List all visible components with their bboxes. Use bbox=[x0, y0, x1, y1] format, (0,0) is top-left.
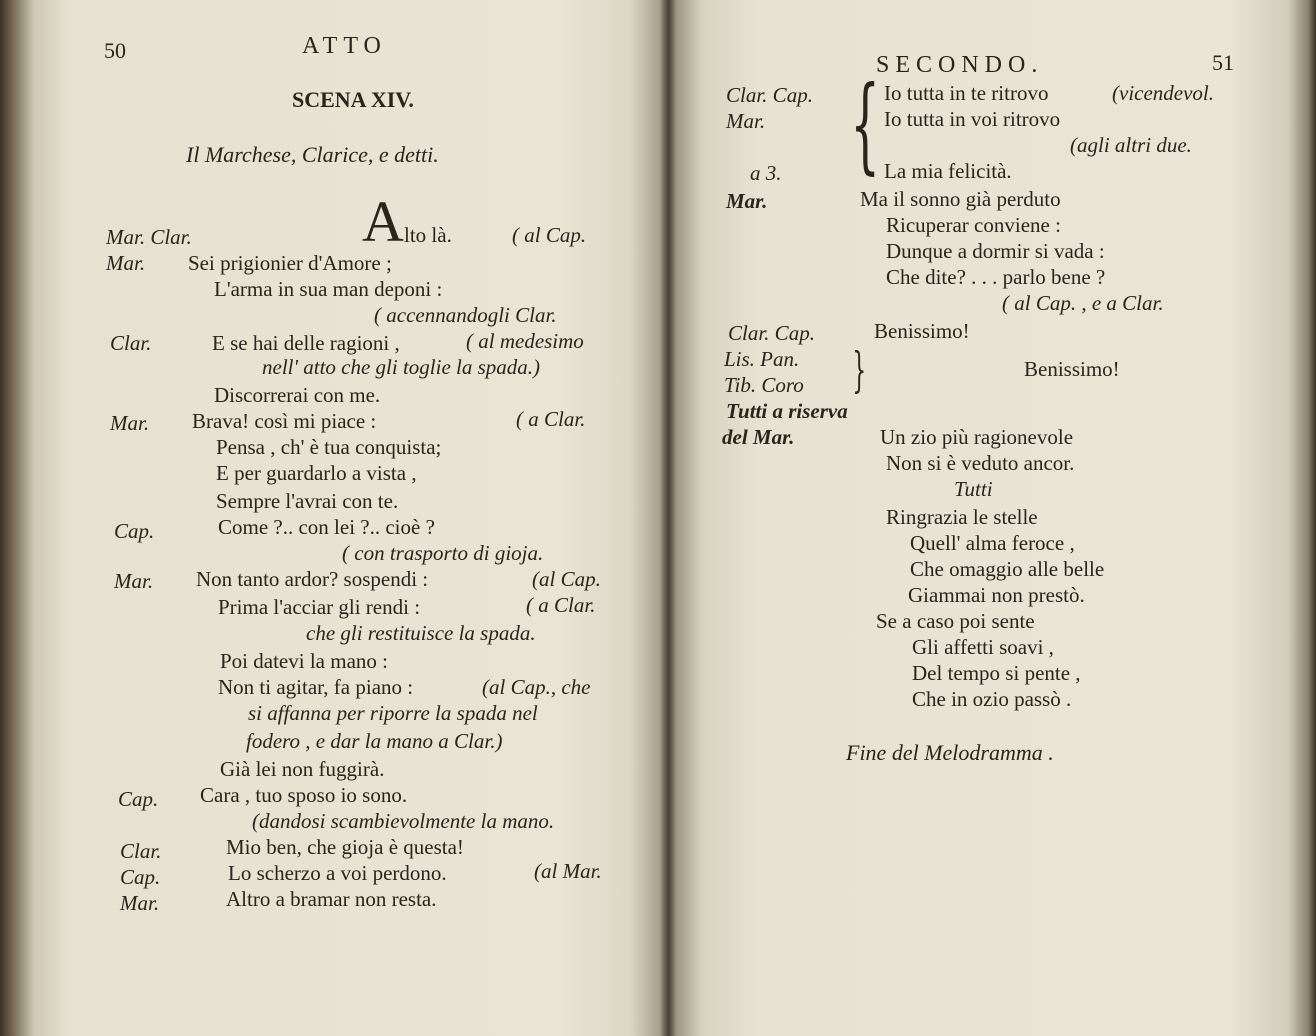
speaker-label: del Mar. bbox=[722, 425, 795, 449]
speaker-label: Mar. bbox=[726, 189, 768, 213]
stage-direction: (agli altri due. bbox=[1070, 133, 1192, 157]
stage-direction: ( al Cap. bbox=[512, 223, 587, 247]
verse-line: Che omaggio alle belle bbox=[910, 557, 1105, 581]
speaker-label: Cap. bbox=[118, 787, 159, 811]
verse-line: La mia felicità. bbox=[884, 159, 1012, 183]
verse-line: Benissimo! bbox=[874, 319, 970, 343]
speaker-label: Clar. bbox=[120, 839, 162, 863]
speaker-label: Mar. bbox=[110, 411, 150, 435]
page-number-left: 50 bbox=[104, 38, 126, 63]
verse-line: Non tanto ardor? sospendi : bbox=[196, 567, 429, 591]
stage-direction: ( al medesimo bbox=[466, 329, 584, 353]
verse-line: Poi datevi la mano : bbox=[220, 649, 388, 673]
verse-line: E se hai delle ragioni , bbox=[212, 331, 400, 355]
verse-line: Già lei non fuggirà. bbox=[220, 757, 385, 781]
verse-line: Giammai non prestò. bbox=[908, 583, 1085, 607]
verse-line: Discorrerai con me. bbox=[214, 383, 381, 407]
running-head-left: ATTO bbox=[302, 33, 387, 59]
verse-line: Del tempo si pente , bbox=[912, 661, 1081, 685]
speaker-label: Tutti a riserva bbox=[726, 399, 848, 423]
verse-line: Ringrazia le stelle bbox=[886, 505, 1038, 529]
section-label: Tutti bbox=[954, 477, 993, 501]
verse-line: Dunque a dormir si vada : bbox=[886, 239, 1105, 263]
speaker-label: a 3. bbox=[750, 161, 782, 185]
stage-direction: (al Mar. bbox=[534, 859, 602, 883]
speaker-label: Lis. Pan. bbox=[724, 347, 800, 371]
drop-cap: A bbox=[362, 189, 404, 254]
verse-line: Io tutta in te ritrovo bbox=[884, 81, 1049, 105]
speaker-label: Clar. Cap. bbox=[726, 83, 813, 107]
verse-line: lto là. bbox=[404, 223, 452, 247]
verse-line: Benissimo! bbox=[1024, 357, 1120, 381]
verse-line: Se a caso poi sente bbox=[876, 609, 1035, 633]
speaker-label: Mar. bbox=[726, 109, 766, 133]
verse-line: L'arma in sua man deponi : bbox=[214, 277, 443, 301]
verse-line: Brava! così mi piace : bbox=[192, 409, 377, 433]
scene-characters: Il Marchese, Clarice, e detti. bbox=[186, 142, 439, 167]
stage-direction: ( al Cap. , e a Clar. bbox=[1002, 291, 1164, 315]
verse-line: Pensa , ch' è tua conquista; bbox=[216, 435, 442, 459]
speaker-label: Cap. bbox=[114, 519, 155, 543]
speaker-label: Mar. bbox=[114, 569, 154, 593]
stage-direction: (al Cap., che bbox=[482, 675, 591, 699]
stage-direction: ( accennandogli Clar. bbox=[374, 303, 557, 327]
scene-title: SCENA XIV. bbox=[292, 87, 414, 112]
verse-line: Un zio più ragionevole bbox=[880, 425, 1074, 449]
verse-line: Cara , tuo sposo io sono. bbox=[200, 783, 408, 807]
end-note: Fine del Melodramma . bbox=[846, 740, 1054, 765]
running-head-right: SECONDO. bbox=[876, 52, 1044, 78]
stage-direction: ( a Clar. bbox=[516, 407, 586, 431]
stage-direction: ( a Clar. bbox=[526, 593, 596, 617]
verse-line: Mio ben, che gioja è questa! bbox=[226, 835, 464, 859]
verse-line: Che dite? . . . parlo bene ? bbox=[886, 265, 1106, 289]
speaker-label: Tib. Coro bbox=[724, 373, 804, 397]
verse-line: Ma il sonno già perduto bbox=[860, 187, 1061, 211]
speaker-label: Clar. Cap. bbox=[728, 321, 815, 345]
verse-line: Io tutta in voi ritrovo bbox=[884, 107, 1061, 131]
verse-line: Prima l'acciar gli rendi : bbox=[218, 595, 421, 619]
verse-line: Lo scherzo a voi perdono. bbox=[228, 861, 447, 885]
verse-line: Gli affetti soavi , bbox=[912, 635, 1054, 659]
speaker-label: Clar. bbox=[110, 331, 152, 355]
verse-line: Non si è veduto ancor. bbox=[886, 451, 1075, 475]
verse-line: Altro a bramar non resta. bbox=[226, 887, 437, 911]
right-page bbox=[668, 0, 1316, 1036]
verse-line: Che in ozio passò . bbox=[912, 687, 1072, 711]
verse-line: Non ti agitar, fa piano : bbox=[218, 675, 414, 699]
page-number-right: 51 bbox=[1212, 50, 1234, 75]
verse-line: E per guardarlo a vista , bbox=[216, 461, 417, 485]
brace-icon: } bbox=[852, 342, 867, 398]
stage-direction: ( con trasporto di gioja. bbox=[342, 541, 544, 565]
stage-direction: (al Cap. bbox=[532, 567, 601, 591]
stage-direction: nell' atto che gli toglie la spada.) bbox=[262, 355, 541, 379]
speaker-label: Mar. Clar. bbox=[106, 225, 192, 249]
stage-direction: (dandosi scambievolmente la mano. bbox=[252, 809, 555, 833]
brace-icon: { bbox=[850, 63, 880, 185]
speaker-label: Mar. bbox=[106, 251, 146, 275]
verse-line: Sei prigionier d'Amore ; bbox=[188, 251, 392, 275]
speaker-label: Mar. bbox=[120, 891, 160, 915]
stage-direction: si affanna per riporre la spada nel bbox=[248, 701, 538, 725]
verse-line: Ricuperar conviene : bbox=[886, 213, 1061, 237]
book-gutter bbox=[660, 0, 676, 1036]
stage-direction: che gli restituisce la spada. bbox=[306, 621, 536, 645]
stage-direction: fodero , e dar la mano a Clar.) bbox=[246, 729, 503, 753]
verse-line: Sempre l'avrai con te. bbox=[216, 489, 399, 513]
stage-direction: (vicendevol. bbox=[1112, 81, 1215, 105]
verse-line: Quell' alma feroce , bbox=[910, 531, 1075, 555]
verse-line: Come ?.. con lei ?.. cioè ? bbox=[218, 515, 435, 539]
speaker-label: Cap. bbox=[120, 865, 161, 889]
